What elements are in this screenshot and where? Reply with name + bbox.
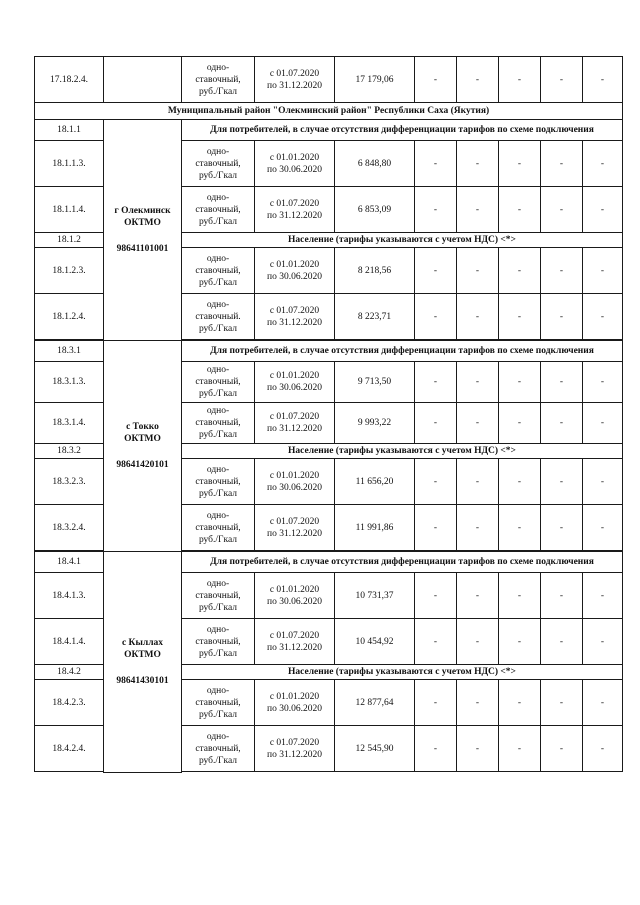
dash-cell: - — [457, 187, 499, 233]
dash-cell: - — [583, 403, 623, 444]
dash-cell: - — [541, 403, 583, 444]
row-id: 18.4.1 — [35, 552, 104, 573]
dash-cell: - — [415, 619, 457, 665]
tariff-type: одно- ставочный, руб./Гкал — [182, 248, 255, 294]
dash-cell: - — [499, 459, 541, 505]
location-name: г Олекминск — [114, 206, 171, 216]
dash-cell: - — [499, 294, 541, 340]
row-id: 18.3.1.4. — [35, 403, 104, 444]
dash-cell: - — [541, 57, 583, 103]
tariff-type: одно- ставочный, руб./Гкал — [182, 141, 255, 187]
dash-cell: - — [415, 403, 457, 444]
tariff-period: с 01.07.2020 по 31.12.2020 — [255, 726, 335, 772]
row-id: 18.3.1 — [35, 341, 104, 362]
location-name: с Кыллах — [121, 638, 164, 648]
dash-cell: - — [541, 619, 583, 665]
region-header-row — [35, 103, 623, 120]
tariff-period: с 01.07.2020 по 31.12.2020 — [255, 403, 335, 444]
section-title: Для потребителей, в случае отсутствия дифференциации тарифов по схеме подключения — [182, 552, 623, 573]
row-id: 18.1.1 — [35, 120, 104, 141]
region-header: Муниципальный район "Олекминский район" Республики Саха (Якутия) — [35, 103, 623, 120]
dash-cell: - — [583, 459, 623, 505]
tariff-value: 11 656,20 — [335, 459, 415, 505]
tariff-type: одно- ставочный, руб./Гкал — [182, 57, 255, 103]
dash-cell: - — [415, 505, 457, 551]
tariff-type: одно- ставочный, руб./Гкал — [182, 459, 255, 505]
location-cell — [104, 552, 182, 773]
dash-cell: - — [499, 141, 541, 187]
row-id: 18.4.2.4. — [35, 726, 104, 772]
tariff-period: с 01.01.2020 по 30.06.2020 — [255, 141, 335, 187]
tariff-period: с 01.01.2020 по 30.06.2020 — [255, 680, 335, 726]
dash-cell: - — [499, 248, 541, 294]
dash-cell: - — [415, 362, 457, 403]
dash-cell: - — [415, 294, 457, 340]
row-id: 18.1.2 — [35, 233, 104, 248]
tariff-period: с 01.07.2020 по 31.12.2020 — [255, 187, 335, 233]
dash-cell: - — [499, 403, 541, 444]
oktmo-label: ОКТМО — [124, 218, 161, 228]
tariff-value: 12 877,64 — [335, 680, 415, 726]
section-title: Для потребителей, в случае отсутствия дифференциации тарифов по схеме подключения — [182, 341, 623, 362]
row-id: 18.3.2 — [35, 444, 104, 459]
dash-cell: - — [457, 248, 499, 294]
tariff-type: одно- ставочный, руб./Гкал — [182, 619, 255, 665]
dash-cell: - — [583, 573, 623, 619]
tariff-value: 10 454,92 — [335, 619, 415, 665]
dash-cell: - — [415, 459, 457, 505]
oktmo-code: 98641420101 — [116, 460, 169, 470]
dash-cell: - — [457, 726, 499, 772]
row-id: 18.4.1.4. — [35, 619, 104, 665]
dash-cell: - — [541, 362, 583, 403]
subsection-title: Население (тарифы указываются с учетом НДС) <*> — [182, 233, 623, 248]
row-id: 18.1.2.4. — [35, 294, 104, 340]
dash-cell: - — [583, 619, 623, 665]
tariff-type: одно- ставочный, руб./Гкал — [182, 362, 255, 403]
tariff-period: с 01.01.2020 по 30.06.2020 — [255, 248, 335, 294]
dash-cell: - — [541, 459, 583, 505]
tariff-table — [34, 56, 623, 773]
tariff-period: с 01.07.2020 по 31.12.2020 — [255, 294, 335, 340]
dash-cell: - — [457, 680, 499, 726]
row-id: 18.3.2.3. — [35, 459, 104, 505]
dash-cell: - — [541, 248, 583, 294]
section-header-row — [35, 341, 623, 362]
dash-cell: - — [457, 57, 499, 103]
table-row — [35, 57, 623, 103]
location-name: с Токко — [126, 422, 159, 432]
tariff-value: 17 179,06 — [335, 57, 415, 103]
dash-cell: - — [541, 726, 583, 772]
tariff-value: 9 993,22 — [335, 403, 415, 444]
row-id: 18.1.1.3. — [35, 141, 104, 187]
dash-cell: - — [457, 294, 499, 340]
row-id: 18.3.1.3. — [35, 362, 104, 403]
dash-cell: - — [499, 573, 541, 619]
tariff-type: одно- ставочный. руб./Гкал — [182, 294, 255, 340]
dash-cell: - — [415, 680, 457, 726]
oktmo-label: ОКТМО — [124, 434, 161, 444]
tariff-value: 6 848,80 — [335, 141, 415, 187]
dash-cell: - — [457, 403, 499, 444]
dash-cell: - — [457, 141, 499, 187]
row-id: 18.4.1.3. — [35, 573, 104, 619]
dash-cell: - — [583, 187, 623, 233]
row-id: 17.18.2.4. — [35, 57, 104, 103]
section-header-row — [35, 552, 623, 573]
dash-cell: - — [457, 459, 499, 505]
tariff-period: с 01.07.2020 по 31.12.2020 — [255, 619, 335, 665]
tariff-period: с 01.07.2020 по 31.12.2020 — [255, 57, 335, 103]
dash-cell: - — [499, 619, 541, 665]
dash-cell: - — [541, 187, 583, 233]
tariff-period: с 01.01.2020 по 30.06.2020 — [255, 459, 335, 505]
subsection-title: Население (тарифы указываются с учетом НДС) <*> — [182, 665, 623, 680]
section-title: Для потребителей, в случае отсутствия дифференциации тарифов по схеме подключения — [182, 120, 623, 141]
dash-cell: - — [541, 573, 583, 619]
tariff-value: 10 731,37 — [335, 573, 415, 619]
dash-cell: - — [457, 619, 499, 665]
tariff-period: с 01.01.2020 по 30.06.2020 — [255, 362, 335, 403]
oktmo-code: 98641430101 — [116, 676, 169, 686]
oktmo-code: 98641101001 — [116, 244, 169, 254]
dash-cell: - — [583, 57, 623, 103]
tariff-type: одно- ставочный, руб./Гкал — [182, 726, 255, 772]
dash-cell: - — [583, 726, 623, 772]
tariff-value: 8 223,71 — [335, 294, 415, 340]
tariff-value: 6 853,09 — [335, 187, 415, 233]
subsection-title: Население (тарифы указываются с учетом НДС) <*> — [182, 444, 623, 459]
dash-cell: - — [541, 505, 583, 551]
dash-cell: - — [541, 141, 583, 187]
dash-cell: - — [583, 505, 623, 551]
tariff-value: 12 545,90 — [335, 726, 415, 772]
dash-cell: - — [415, 187, 457, 233]
dash-cell: - — [499, 505, 541, 551]
dash-cell: - — [583, 248, 623, 294]
tariff-type: одно- ставочный, руб./Гкал — [182, 187, 255, 233]
section-header-row — [35, 120, 623, 141]
tariff-period: с 01.01.2020 по 30.06.2020 — [255, 573, 335, 619]
dash-cell: - — [583, 294, 623, 340]
tariff-type: одно- ставочный, руб./Гкал — [182, 505, 255, 551]
tariff-type: одно- ставочный, руб./Гкал — [182, 573, 255, 619]
dash-cell: - — [415, 573, 457, 619]
tariff-value: 9 713,50 — [335, 362, 415, 403]
dash-cell: - — [499, 57, 541, 103]
tariff-value: 11 991,86 — [335, 505, 415, 551]
location-cell-empty — [104, 57, 182, 103]
dash-cell: - — [415, 141, 457, 187]
row-id: 18.1.2.3. — [35, 248, 104, 294]
dash-cell: - — [499, 362, 541, 403]
location-cell — [104, 341, 182, 552]
dash-cell: - — [415, 248, 457, 294]
row-id: 18.4.2 — [35, 665, 104, 680]
location-cell — [104, 120, 182, 341]
dash-cell: - — [457, 573, 499, 619]
dash-cell: - — [457, 505, 499, 551]
tariff-type: одно- ставочный, руб./Гкал — [182, 403, 255, 444]
dash-cell: - — [583, 141, 623, 187]
oktmo-label: ОКТМО — [124, 650, 161, 660]
dash-cell: - — [541, 294, 583, 340]
dash-cell: - — [499, 680, 541, 726]
dash-cell: - — [499, 187, 541, 233]
dash-cell: - — [583, 362, 623, 403]
dash-cell: - — [415, 57, 457, 103]
row-id: 18.1.1.4. — [35, 187, 104, 233]
dash-cell: - — [499, 726, 541, 772]
tariff-value: 8 218,56 — [335, 248, 415, 294]
dash-cell: - — [541, 680, 583, 726]
dash-cell: - — [583, 680, 623, 726]
dash-cell: - — [415, 726, 457, 772]
row-id: 18.3.2.4. — [35, 505, 104, 551]
dash-cell: - — [457, 362, 499, 403]
row-id: 18.4.2.3. — [35, 680, 104, 726]
tariff-period: с 01.07.2020 по 31.12.2020 — [255, 505, 335, 551]
tariff-type: одно- ставочный, руб./Гкал — [182, 680, 255, 726]
